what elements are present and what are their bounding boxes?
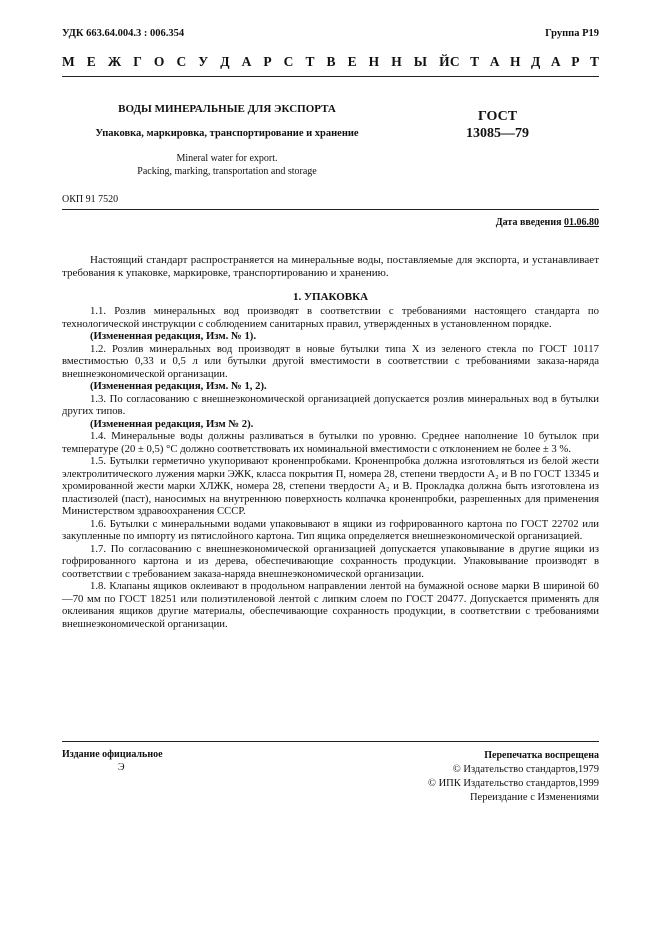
banner-letter: Н — [391, 54, 402, 69]
clause-paragraph: 1.2. Розлив минеральных вод производят в новые бутылки типа X из зеленого стекла по ГОСТ 10117 вместимостью 0,33 и 0,5 л или бутылки другой вместимости в соответствии с требованиями заказа-наряда внешнеэкономической организации. — [62, 342, 599, 380]
banner-letter: Т — [470, 54, 480, 69]
amendment-note: (Измененная редакция, Изм. № 1, 2). — [90, 380, 267, 392]
clause-paragraph: 1.6. Бутылки с минеральными водами упаковывают в ящики из гофрированного картона по ГОСТ 22702 или закупленные по импорту из пятислойного картона. Тип ящика определяется внешнеэкономической организацией. — [62, 517, 599, 542]
reissue-note: Переиздание с Изменениями — [469, 792, 599, 803]
english-title-line2: Packing, marking, transportation and storage — [137, 166, 317, 177]
clause-paragraph: 1.7. По согласованию с внешнеэкономической организацией допускается упаковывание в другие ящики из гофрированного картона и из дерева, обеспечивающие сохранность продукции. Упаковывание производят в соответствии с требованием заказа-наряда внешнеэкономической организации. — [62, 542, 599, 580]
intro-date-value: 01.06.80 — [564, 217, 599, 228]
intro-paragraph: Настоящий стандарт распространяется на минеральные воды, поставляемые для экспорта, и устанавливает требования к упаковке, маркировке, транспортированию и хранению. — [62, 254, 599, 279]
banner-letter: М — [62, 54, 75, 69]
amendment-note: (Измененная редакция, Изм № 2). — [90, 417, 254, 430]
udk-code: УДК 663.64.004.3 : 006.354 — [62, 28, 185, 39]
footer-rule — [62, 741, 599, 742]
section-body — [62, 305, 599, 630]
banner-letter: С — [176, 54, 187, 69]
banner-left — [62, 54, 450, 70]
banner-letter: Ж — [107, 54, 122, 69]
document-subtitle: Упаковка, маркировка, транспортирование и хранение — [95, 128, 359, 139]
banner-letter: С — [283, 54, 294, 69]
group-code: Группа Р19 — [545, 28, 599, 39]
banner-letter: Г — [133, 54, 142, 69]
banner-letter: Е — [86, 54, 96, 69]
document-title: ВОДЫ МИНЕРАЛЬНЫЕ ДЛЯ ЭКСПОРТА — [118, 103, 336, 115]
footer-copyright — [428, 749, 599, 805]
banner-letter: Р — [263, 54, 272, 69]
section-title: 1. УПАКОВКА — [292, 291, 369, 303]
clause-paragraph: 1.4. Минеральные воды должны разливаться в бутылки по уровню. Среднее наполнение 10 бутылок при температуре (20 ± 0,5) °С должно соответствовать их номинальной вместимости с отклонением не более ± 3 %. — [62, 430, 599, 455]
banner-letter: Т — [589, 54, 599, 69]
gost-label: ГОСТ — [478, 109, 518, 124]
banner-letter: А — [550, 54, 561, 69]
banner-letter: В — [326, 54, 336, 69]
intro-date-label: Дата введения — [495, 217, 562, 228]
standard-banner — [62, 54, 599, 70]
banner-letter: Р — [571, 54, 580, 69]
top-rule — [62, 76, 599, 77]
banner-letter: Е — [347, 54, 357, 69]
banner-letter: А — [241, 54, 252, 69]
banner-letter: Д — [220, 54, 230, 69]
clause-paragraph: 1.1. Розлив минеральных вод производят в соответствии с требованиями настоящего стандарта по технологической инструкции с соблюдением санитарных правил, утвержденных в установленном порядке. — [62, 305, 599, 330]
banner-letter: А — [489, 54, 500, 69]
intro-date — [496, 217, 599, 228]
banner-letter: Д — [531, 54, 541, 69]
amendment-note: (Измененная редакция, Изм. № 1). — [90, 330, 257, 342]
clause-paragraph: 1.5. Бутылки герметично укупоривают кроненпробками. Кроненпробка должна изготовляться из белой жести электролитического лужения марки ЭЖК, класса покрытия П, номера 28, степени твердости А₂ и В по ГОСТ 13345 и хромированной жести марки ХЛЖК, номера 28, степени твердости А₂ и В. Прокладка должна быть изготовлена из пластизолей (паст), наносимых на внутреннюю поверхность колпачка кроненпробки, разрешенных для применения Министерством здравоохранения СССР. — [62, 455, 599, 517]
banner-letter: Н — [368, 54, 380, 69]
mid-rule — [62, 209, 599, 210]
reprint-notice: Перепечатка воспрещена — [484, 750, 599, 761]
banner-letter: Т — [305, 54, 315, 69]
banner-right — [450, 54, 599, 70]
copyright-1979: © Издательство стандартов,1979 — [452, 764, 599, 775]
english-title-line1: Mineral water for export. — [176, 153, 278, 164]
banner-letter: С — [449, 54, 460, 69]
e-mark: Э — [118, 762, 125, 773]
banner-letter: Й — [439, 54, 450, 69]
banner-letter: У — [198, 54, 209, 69]
official-edition: Издание официальное — [62, 749, 163, 760]
clause-paragraph: 1.8. Клапаны ящиков оклеивают в продольном направлении лентой на бумажной основе марки В шириной 60—70 мм по ГОСТ 18251 или полиэтиленовой лентой с липким слоем по ГОСТ 20477. Допускается применять для оклеивания ящиков другие материалы, обеспечивающие сохранность продукции, в соответствии с требованиями внешнеэкономической организации. — [62, 580, 599, 630]
copyright-1999: © ИПК Издательство стандартов,1999 — [427, 778, 599, 789]
gost-number: 13085—79 — [466, 126, 529, 141]
clause-paragraph: 1.3. По согласованию с внешнеэкономической организацией допускается розлив минеральных вод в бутылки других типов. — [62, 392, 599, 417]
gost-designation — [466, 108, 529, 142]
banner-letter: О — [153, 54, 165, 69]
okp-code: ОКП 91 7520 — [62, 194, 119, 205]
english-title — [62, 152, 392, 178]
banner-letter: Ы — [413, 54, 428, 69]
banner-letter: Н — [509, 54, 521, 69]
